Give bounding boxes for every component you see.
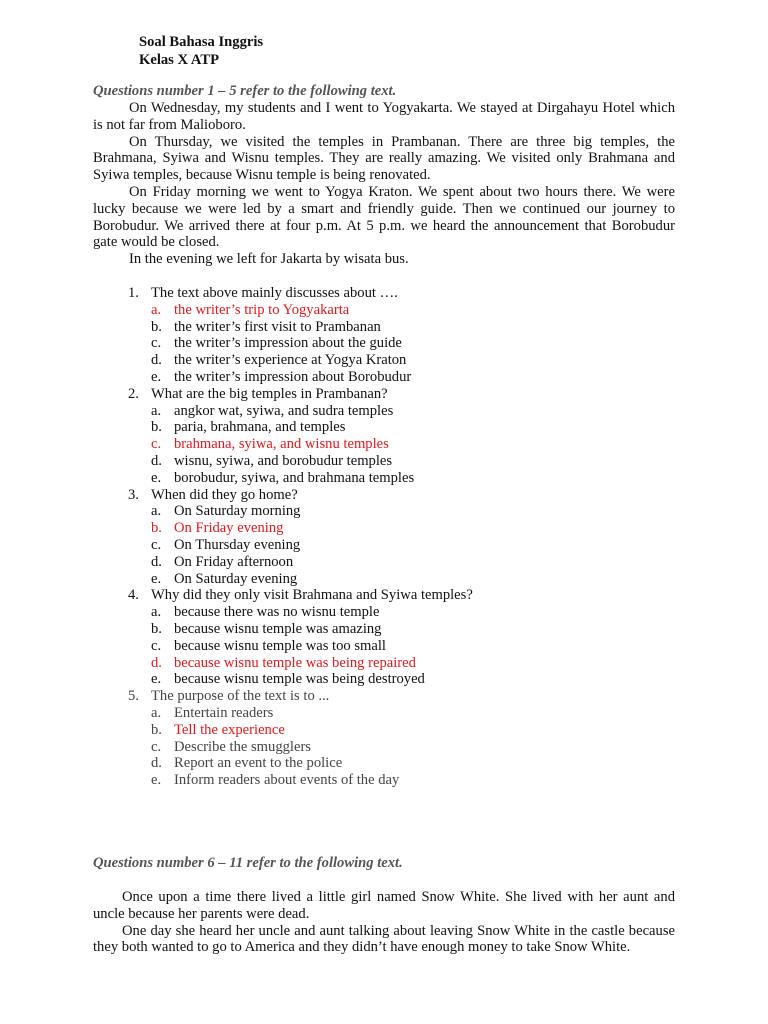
option-text: because wisnu temple was too small bbox=[174, 637, 386, 654]
option-letter: b. bbox=[151, 419, 162, 436]
option-text: the writer’s trip to Yogyakarta bbox=[174, 301, 350, 318]
option-letter: d. bbox=[151, 452, 162, 469]
option-letter: c. bbox=[151, 536, 162, 553]
option-letter: a. bbox=[151, 402, 162, 419]
answer-option bbox=[93, 453, 693, 470]
option-letter: d. bbox=[151, 553, 162, 570]
answer-option bbox=[93, 319, 693, 336]
option-letter: d. bbox=[151, 352, 162, 369]
passage1-paragraph: On Thursday, we visited the temples in Prambanan. There are three big temples, the Brahmana, Syiwa and Wisnu temples. They are really amazing. We visited only Brahmana and Syiwa temples, because Wisnu temple is being renovated. bbox=[93, 133, 675, 184]
reading-passage-2 bbox=[93, 889, 675, 956]
option-letter: b. bbox=[151, 520, 162, 537]
option-text: because wisnu temple was amazing bbox=[174, 620, 382, 637]
answer-option bbox=[93, 335, 693, 352]
option-letter: a. bbox=[151, 604, 162, 621]
answer-option bbox=[93, 537, 693, 554]
option-text: paria, brahmana, and temples bbox=[174, 419, 346, 436]
passage2-paragraph: One day she heard her uncle and aunt talking about leaving Snow White in the castle because they both wanted to go to America and they didn’t have enough money to take Snow White. bbox=[93, 922, 675, 956]
answer-option bbox=[93, 571, 693, 588]
option-letter: e. bbox=[151, 469, 162, 486]
option-letter: e. bbox=[151, 772, 162, 789]
answer-option-correct bbox=[93, 302, 693, 319]
question-text: When did they go home? bbox=[151, 486, 298, 503]
question-number: 4. bbox=[128, 587, 139, 604]
answer-option bbox=[93, 403, 693, 420]
question-text: The purpose of the text is to ... bbox=[151, 688, 330, 705]
option-text: the writer’s first visit to Prambanan bbox=[174, 318, 381, 335]
option-letter: e. bbox=[151, 671, 162, 688]
passage1-paragraph: On Wednesday, my students and I went to Yogyakarta. We stayed at Dirgahayu Hotel which is not far from Malioboro. bbox=[93, 100, 675, 133]
answer-option bbox=[93, 772, 693, 789]
question-text: The text above mainly discusses about …. bbox=[151, 285, 398, 301]
option-letter: b. bbox=[151, 318, 162, 335]
option-text: Entertain readers bbox=[174, 704, 274, 721]
option-text: because there was no wisnu temple bbox=[174, 604, 380, 621]
passage1-paragraph: On Friday morning we went to Yogya Kraton. We spent about two hours there. We were lucky because we were led by a smart and friendly guide. Then we continued our journey to Borobudur. We arrived there at four p.m. At 5 p.m. we heard the announcement that Borobudur gate would be closed. bbox=[93, 183, 675, 251]
option-text: On Saturday evening bbox=[174, 570, 298, 587]
option-letter: b. bbox=[151, 721, 162, 738]
question-text: What are the big temples in Prambanan? bbox=[151, 385, 388, 402]
answer-option bbox=[93, 352, 693, 369]
question-number: 5. bbox=[128, 688, 139, 705]
section2-instruction: Questions number 6 – 11 refer to the following text. bbox=[93, 855, 403, 871]
section1-instruction: Questions number 1 – 5 refer to the following text. bbox=[93, 83, 397, 99]
reading-passage-1 bbox=[93, 100, 675, 268]
option-letter: b. bbox=[151, 620, 162, 637]
passage1-paragraph: In the evening we left for Jakarta by wisata bus. bbox=[129, 251, 409, 268]
question-1 bbox=[93, 285, 693, 302]
question-number: 2. bbox=[128, 385, 139, 402]
option-letter: e. bbox=[151, 368, 162, 385]
option-letter: a. bbox=[151, 301, 162, 318]
question-number: 3. bbox=[128, 486, 139, 503]
option-text: On Friday evening bbox=[174, 520, 284, 537]
question-3 bbox=[93, 487, 693, 504]
document-header bbox=[139, 34, 263, 69]
answer-option bbox=[93, 705, 693, 722]
question-text: Why did they only visit Brahmana and Syiwa temples? bbox=[151, 587, 473, 604]
option-text: because wisnu temple was being repaired bbox=[174, 654, 416, 671]
option-text: Tell the experience bbox=[174, 721, 285, 738]
answer-option bbox=[93, 638, 693, 655]
option-text: the writer’s impression about the guide bbox=[174, 335, 402, 352]
option-text: Inform readers about events of the day bbox=[174, 772, 400, 789]
question-list bbox=[93, 285, 693, 789]
option-text: Describe the smugglers bbox=[174, 738, 311, 755]
answer-option bbox=[93, 621, 693, 638]
answer-option-correct bbox=[93, 655, 693, 672]
option-letter: d. bbox=[151, 654, 162, 671]
header-subject: Soal Bahasa Inggris bbox=[139, 34, 264, 50]
answer-option bbox=[93, 470, 693, 487]
option-text: wisnu, syiwa, and borobudur temples bbox=[174, 452, 393, 469]
option-text: Report an event to the police bbox=[174, 755, 343, 772]
option-text: On Saturday morning bbox=[174, 503, 301, 520]
answer-option bbox=[93, 739, 693, 756]
answer-option bbox=[93, 503, 693, 520]
answer-option bbox=[93, 671, 693, 688]
option-text: angkor wat, syiwa, and sudra temples bbox=[174, 402, 394, 419]
option-letter: d. bbox=[151, 755, 162, 772]
option-letter: c. bbox=[151, 436, 162, 453]
option-text: On Friday afternoon bbox=[174, 553, 294, 570]
answer-option-correct bbox=[93, 722, 693, 739]
header-class: Kelas X ATP bbox=[139, 51, 219, 68]
option-text: borobudur, syiwa, and brahmana temples bbox=[174, 469, 415, 486]
answer-option bbox=[93, 419, 693, 436]
answer-option-correct bbox=[93, 520, 693, 537]
question-4 bbox=[93, 587, 693, 604]
passage2-paragraph: Once upon a time there lived a little girl named Snow White. She lived with her aunt and uncle because her parents were dead. bbox=[93, 889, 675, 922]
option-letter: c. bbox=[151, 738, 162, 755]
option-letter: c. bbox=[151, 637, 162, 654]
option-letter: a. bbox=[151, 503, 162, 520]
option-letter: e. bbox=[151, 570, 162, 587]
question-number: 1. bbox=[128, 285, 139, 301]
answer-option bbox=[93, 755, 693, 772]
question-5 bbox=[93, 688, 693, 705]
option-letter: c. bbox=[151, 335, 162, 352]
option-text: brahmana, syiwa, and wisnu temples bbox=[174, 436, 389, 453]
question-2 bbox=[93, 386, 693, 403]
answer-option bbox=[93, 369, 693, 386]
answer-option-correct bbox=[93, 436, 693, 453]
option-text: the writer’s experience at Yogya Kraton bbox=[174, 352, 407, 369]
option-letter: a. bbox=[151, 704, 162, 721]
option-text: because wisnu temple was being destroyed bbox=[174, 671, 425, 688]
answer-option bbox=[93, 554, 693, 571]
option-text: the writer’s impression about Borobudur bbox=[174, 368, 412, 385]
option-text: On Thursday evening bbox=[174, 536, 301, 553]
answer-option bbox=[93, 604, 693, 621]
